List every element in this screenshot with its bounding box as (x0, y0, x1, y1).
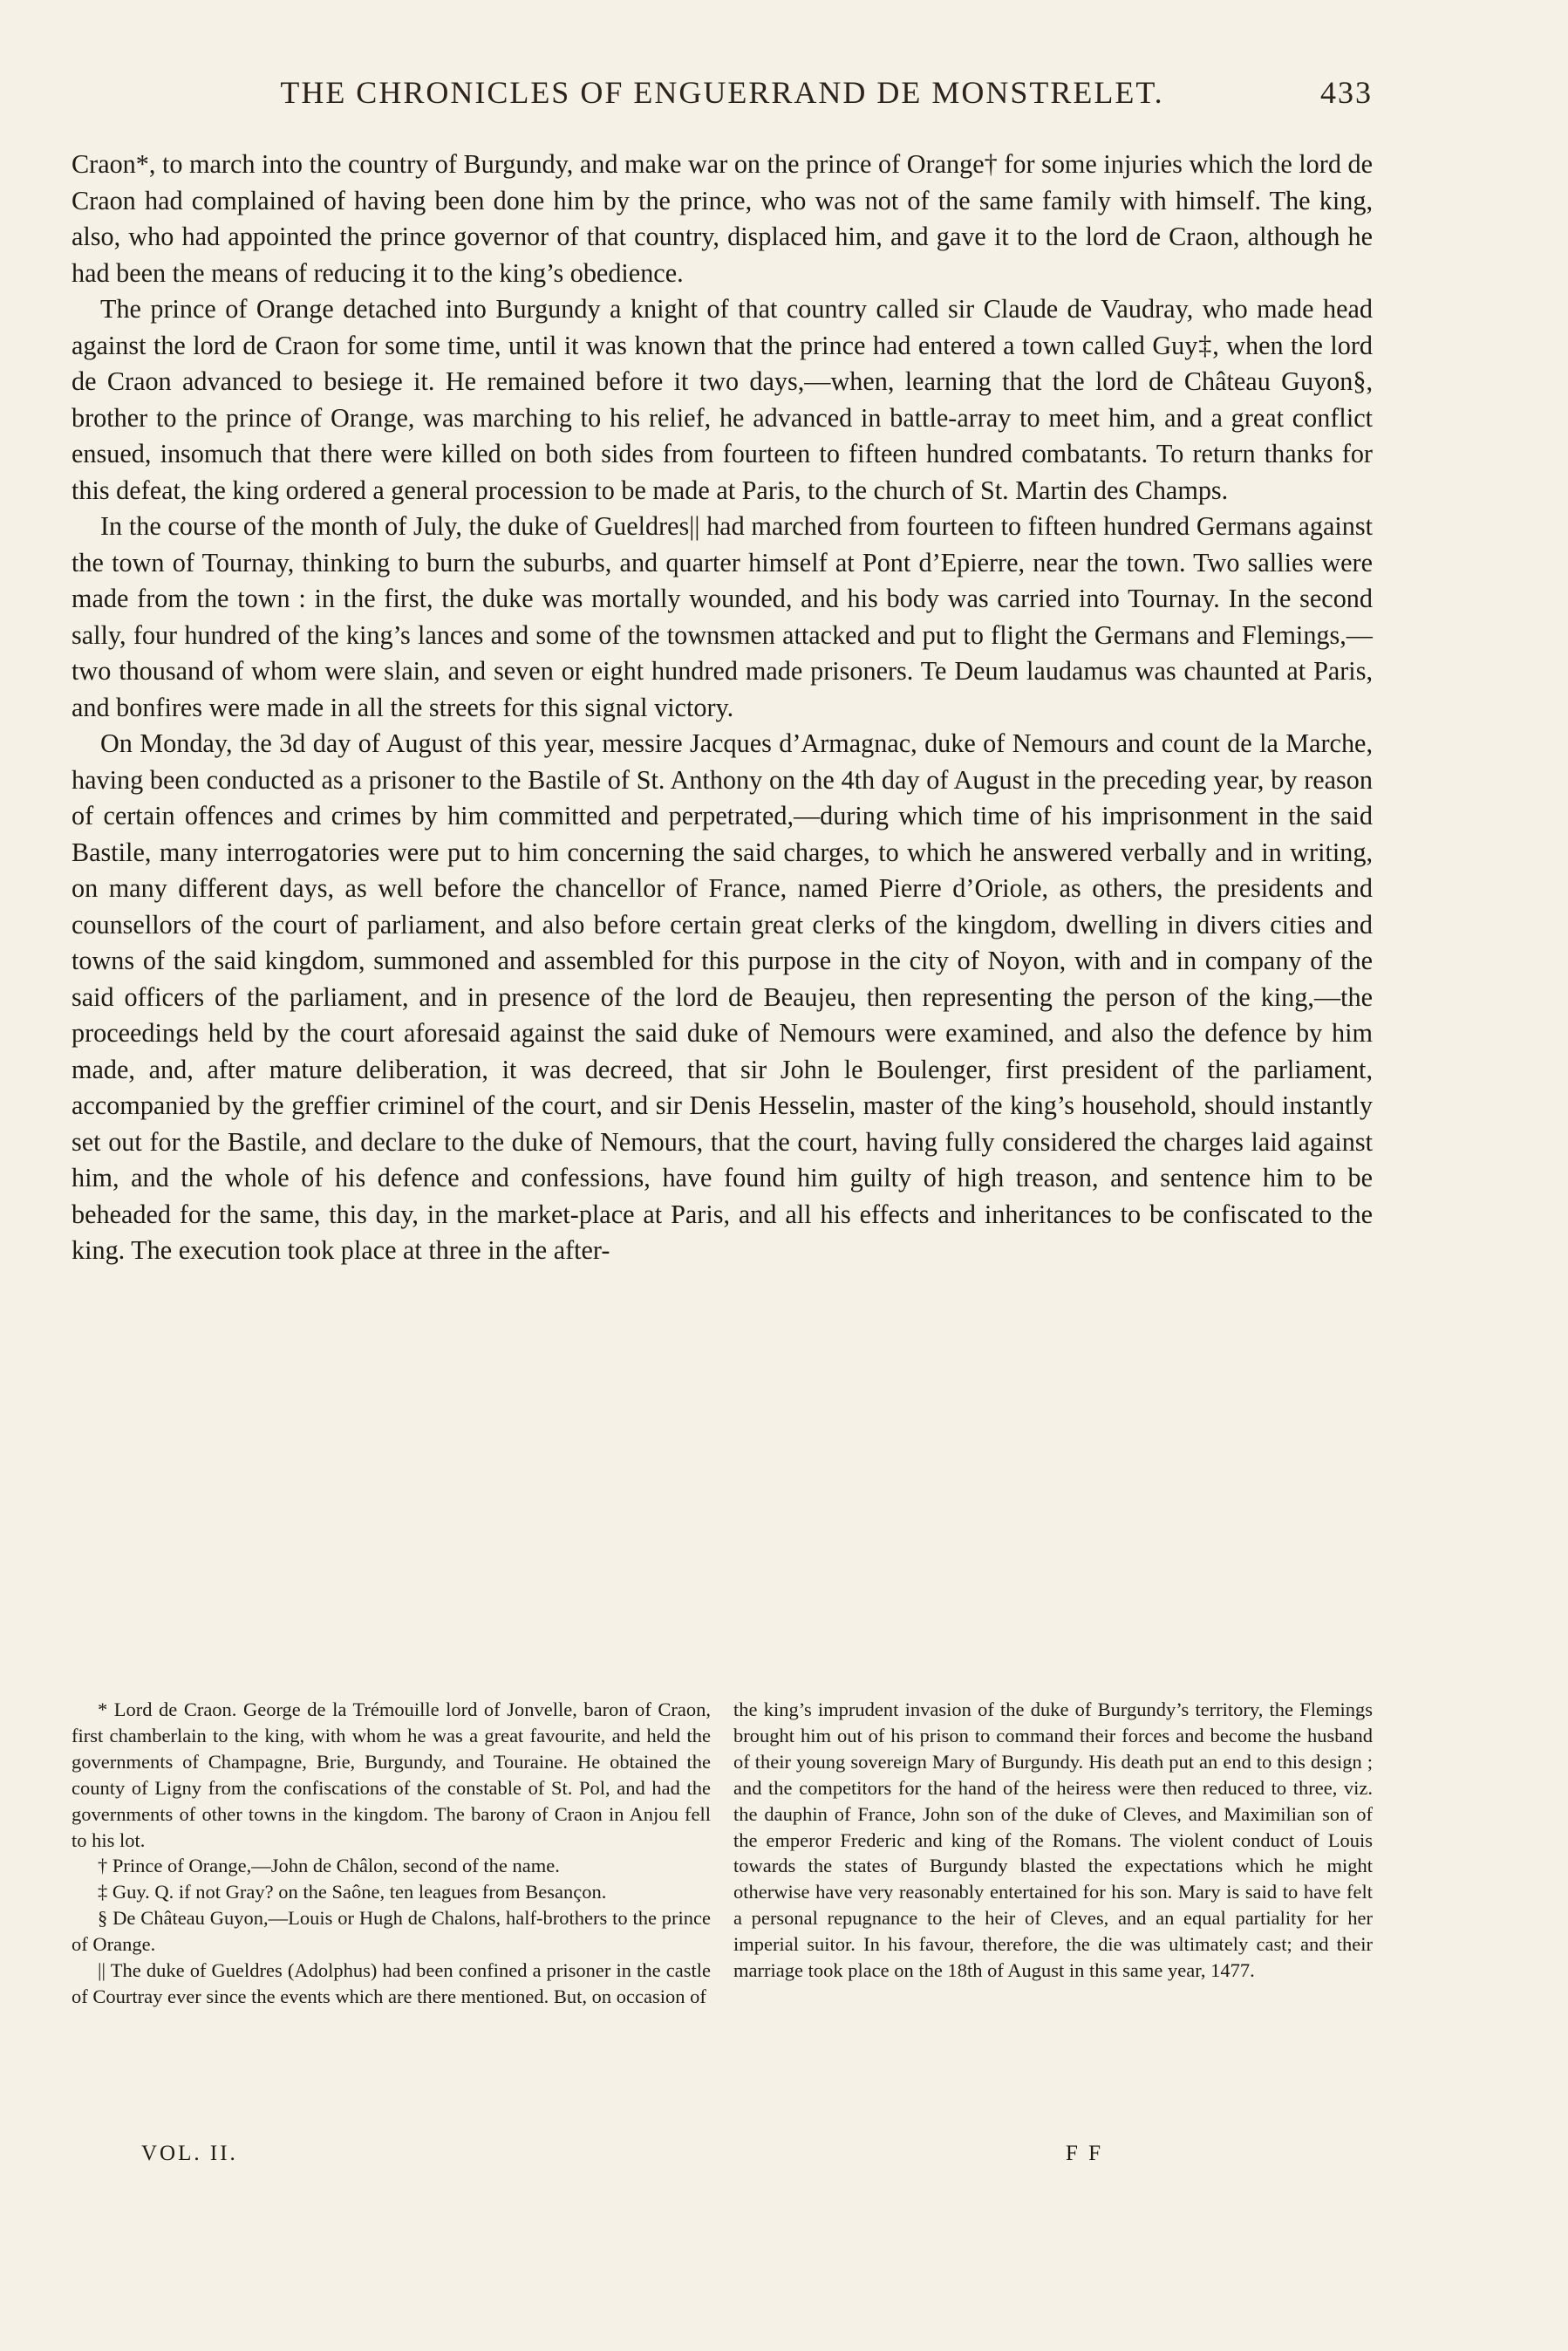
footnote-guy: ‡ Guy. Q. if not Gray? on the Saône, ten leagues from Besançon. (98, 1881, 607, 1903)
main-text (72, 147, 1373, 1269)
footnotes-right-column (733, 1697, 1373, 2010)
page-footer (72, 2142, 1373, 2177)
footnotes (72, 1697, 1373, 2010)
footnote-gueldres-continued: the king’s imprudent invasion of the duke of Burgundy’s territory, the Flemings brought him out of his prison to command their forces and become the husband of their young sovereign Mary of Burgundy. His death put an end to this design ; and the competitors for the hand of the heiress were then reduced to three, viz. the dauphin of France, John son of the duke of Cleves, and Maximilian son of the emperor Frederic and king of the Romans. The violent conduct of Louis towards the states of Burgundy blasted the expectations which he might otherwise have very reasonably entertained for his son. Mary is said to have felt a personal repugnance to the heir of Cleves, and an equal partiality for her imperial suitor. In his favour, therefore, the die was ultimately cast; and their marriage took place on the 18th of August in this same year, 1477. (733, 1698, 1373, 1982)
running-title: THE CHRONICLES OF ENGUERRAND DE MONSTRELET. (280, 75, 1164, 110)
footnotes-left-column (72, 1697, 711, 2010)
footnote-chateau-guyon: § De Château Guyon,—Louis or Hugh de Chalons, half-brothers to the prince of Orange. (72, 1907, 711, 1956)
signature-mark: F F (1066, 2142, 1104, 2165)
running-header (72, 74, 1373, 126)
paragraph-3: In the course of the month of July, the duke of Gueldres|| had marched from fourteen to fifteen hundred Germans against the town of Tournay, thinking to burn the suburbs, and quarter himself at Pont d’Epierre, near the town. Two sallies were made from the town : in the first, the duke was mortally wounded, and his body was carried into Tournay. In the second sally, four hundred of the king’s lances and some of the townsmen attacked and put to flight the Germans and Flemings,—two thousand of whom were slain, and seven or eight hundred made prisoners. Te Deum laudamus was chaunted at Paris, and bonfires were made in all the streets for this signal victory. (72, 511, 1373, 722)
footnote-gueldres: || The duke of Gueldres (Adolphus) had been confined a prisoner in the castle of Courtray ever since the events which are there mentioned. But, on occasion of (72, 1959, 711, 2007)
page-number: 433 (1320, 75, 1373, 110)
paragraph-4: On Monday, the 3d day of August of this year, messire Jacques d’Armagnac, duke of Nemours and count de la Marche, having been conducted as a prisoner to the Bastile of St. Anthony on the 4th day of August in the preceding year, by reason of certain offences and crimes by him committed and perpetrated,—during which time of his imprisonment in the said Bastile, many interrogatories were put to him concerning the said charges, to which he answered verbally and in writing, on many different days, as well before the chancellor of France, named Pierre d’Oriole, as others, the presidents and counsellors of the court of parliament, and also before certain great clerks of the kingdom, dwelling in divers cities and towns of the said kingdom, summoned and assembled for this purpose in the city of Noyon, with and in company of the said officers of the parliament, and in presence of the lord de Beaujeu, then representing the person of the king,—the proceedings held by the court aforesaid against the said duke of Nemours were examined, and also the defence by him made, and, after mature deliberation, it was decreed, that sir John le Boulenger, first president of the parliament, accompanied by the greffier criminel of the court, and sir Denis Hesselin, master of the king’s household, should instantly set out for the Bastile, and declare to the duke of Nemours, that the court, having fully considered the charges laid against him, and the whole of his defence and confessions, have found him guilty of high treason, and sentence him to be beheaded for the same, this day, in the market-place at Paris, and all his effects and inheritances to be confiscated to the king. The execution took place at three in the after- (72, 728, 1373, 1265)
paragraph-1: Craon*, to march into the country of Burgundy, and make war on the prince of Orange† for some injuries which the lord de Craon had complained of having been done him by the prince, who was not of the same family with himself. The king, also, who had appointed the prince governor of that country, displaced him, and gave it to the lord de Craon, although he had been the means of reducing it to the king’s obedience. (72, 149, 1373, 288)
volume-label: VOL. II. (141, 2142, 238, 2165)
paragraph-2: The prince of Orange detached into Burgundy a knight of that country called sir Claude de Vaudray, who made head against the lord de Craon for some time, until it was known that the prince had entered a town called Guy‡, when the lord de Craon advanced to besiege it. He remained before it two days,—when, learning that the lord de Château Guyon§, brother to the prince of Orange, was marching to his relief, he advanced in battle-array to meet him, and a great conflict ensued, insomuch that there were killed on both sides from fourteen to fifteen hundred combatants. To return thanks for this defeat, the king ordered a general procession to be made at Paris, to the church of St. Martin des Champs. (72, 294, 1373, 505)
footnote-orange: † Prince of Orange,—John de Châlon, second of the name. (98, 1855, 560, 1877)
footnote-craon: * Lord de Craon. George de la Trémouille lord of Jonvelle, baron of Craon, first chamberlain to the king, with whom he was a great favourite, and held the governments of Champagne, Brie, Burgundy, and Touraine. He obtained the county of Ligny from the confiscations of the constable of St. Pol, and had the governments of other towns in the kingdom. The barony of Craon in Anjou fell to his lot. (72, 1698, 711, 1851)
